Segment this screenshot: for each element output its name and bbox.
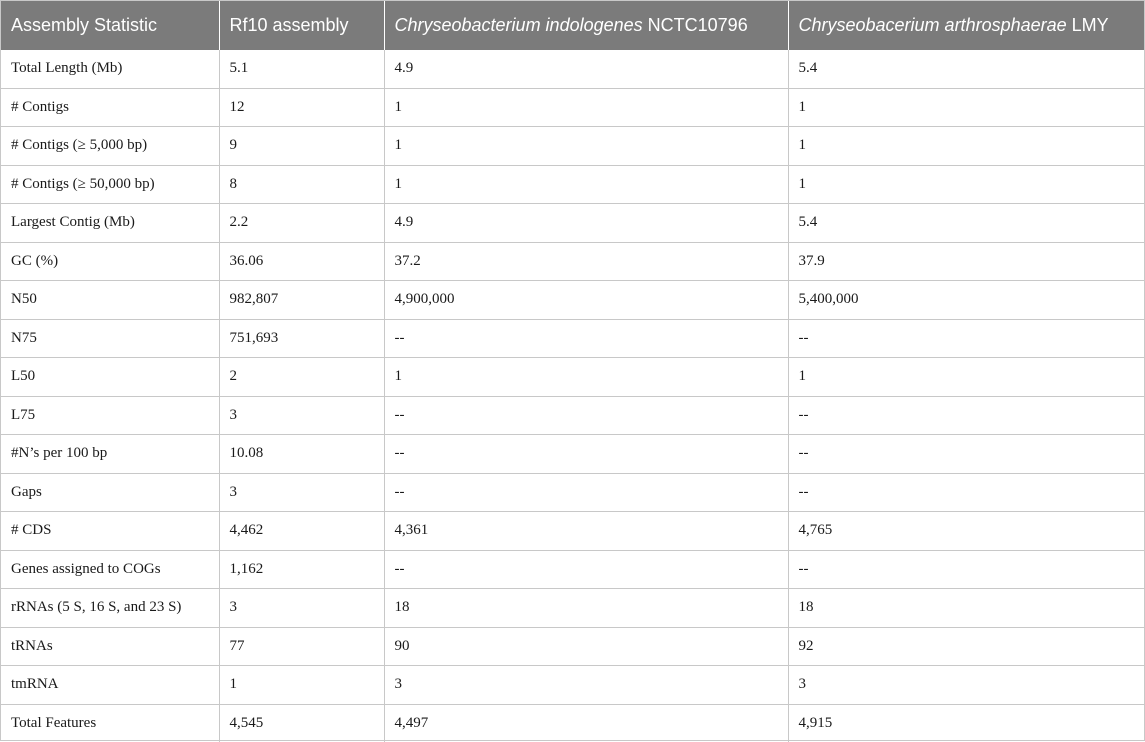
statistic-cell: Gaps — [1, 473, 219, 512]
header-assembly-statistic: Assembly Statistic — [1, 1, 219, 50]
header-rf10-assembly: Rf10 assembly — [219, 1, 384, 50]
table-row — [1, 589, 1144, 628]
rf10-value-cell: 77 — [219, 627, 384, 666]
indologenes-value-cell: 90 — [384, 627, 788, 666]
table-row — [1, 165, 1144, 204]
indologenes-value-cell: 4.9 — [384, 204, 788, 243]
rf10-value-cell: 9 — [219, 127, 384, 166]
table-row — [1, 319, 1144, 358]
arthrosphaerae-value-cell: 5.4 — [788, 204, 1144, 243]
rf10-value-cell: 982,807 — [219, 281, 384, 320]
arthrosphaerae-value-cell: -- — [788, 435, 1144, 474]
header-strain-name: LMY — [1066, 15, 1109, 35]
indologenes-value-cell: 4,497 — [384, 704, 788, 742]
table-row — [1, 281, 1144, 320]
arthrosphaerae-value-cell: 1 — [788, 127, 1144, 166]
table-row — [1, 666, 1144, 705]
header-strain-name: NCTC10796 — [642, 15, 748, 35]
statistic-cell: GC (%) — [1, 242, 219, 281]
arthrosphaerae-value-cell: 5.4 — [788, 50, 1144, 88]
arthrosphaerae-value-cell: 1 — [788, 165, 1144, 204]
statistic-cell: L75 — [1, 396, 219, 435]
statistic-cell: # CDS — [1, 512, 219, 551]
indologenes-value-cell: -- — [384, 435, 788, 474]
rf10-value-cell: 36.06 — [219, 242, 384, 281]
table-body — [1, 50, 1144, 742]
statistic-cell: # Contigs — [1, 88, 219, 127]
indologenes-value-cell: 4.9 — [384, 50, 788, 88]
table-row — [1, 242, 1144, 281]
arthrosphaerae-value-cell: 4,915 — [798, 714, 833, 731]
rf10-value-cell: 5.1 — [219, 50, 384, 88]
rf10-value-cell: 3 — [219, 589, 384, 628]
arthrosphaerae-value-cell: 3 — [788, 666, 1144, 705]
statistic-cell: #N’s per 100 bp — [1, 435, 219, 474]
statistic-cell: Largest Contig (Mb) — [1, 204, 219, 243]
rf10-value-cell: 4,545 — [219, 704, 384, 742]
indologenes-value-cell: -- — [384, 319, 788, 358]
statistic-cell: N50 — [1, 281, 219, 320]
indologenes-value-cell: 18 — [384, 589, 788, 628]
arthrosphaerae-value-cell: -- — [788, 550, 1144, 589]
statistic-cell: tmRNA — [1, 666, 219, 705]
indologenes-value-cell: 3 — [384, 666, 788, 705]
arthrosphaerae-value-cell: 1 — [788, 358, 1144, 397]
table-row — [1, 358, 1144, 397]
arthrosphaerae-value-cell: 37.9 — [788, 242, 1144, 281]
table-row — [1, 473, 1144, 512]
arthrosphaerae-value-cell: 18 — [788, 589, 1144, 628]
header-chryseobacterium-indologenes — [384, 1, 788, 50]
table-row — [1, 627, 1144, 666]
table-row — [1, 127, 1144, 166]
header-species-name: Chryseobacerium arthrosphaerae — [798, 15, 1067, 35]
arthrosphaerae-value-cell: 1 — [788, 88, 1144, 127]
statistic-cell: rRNAs (5 S, 16 S, and 23 S) — [1, 589, 219, 628]
indologenes-value-cell: 1 — [384, 165, 788, 204]
rf10-value-cell: 3 — [219, 473, 384, 512]
table-row — [1, 396, 1144, 435]
table-row — [1, 88, 1144, 127]
rf10-value-cell: 10.08 — [219, 435, 384, 474]
indologenes-value-cell: 4,900,000 — [384, 281, 788, 320]
table-row — [1, 50, 1144, 88]
statistic-cell: L50 — [1, 358, 219, 397]
indologenes-value-cell: 37.2 — [384, 242, 788, 281]
arthrosphaerae-value-cell: -- — [788, 396, 1144, 435]
header-species-name: Chryseobacterium indologenes — [394, 15, 643, 35]
statistic-cell: Genes assigned to COGs — [1, 550, 219, 589]
arthrosphaerae-value-cell: -- — [788, 319, 1144, 358]
statistic-cell: # Contigs (≥ 5,000 bp) — [1, 127, 219, 166]
statistic-cell: Total Length (Mb) — [1, 50, 219, 88]
data-table — [1, 1, 1144, 742]
statistic-cell: # Contigs (≥ 50,000 bp) — [1, 165, 219, 204]
rf10-value-cell: 12 — [219, 88, 384, 127]
indologenes-value-cell: 1 — [384, 88, 788, 127]
rf10-value-cell: 2 — [219, 358, 384, 397]
table-row — [1, 512, 1144, 551]
rf10-value-cell: 3 — [219, 396, 384, 435]
arthrosphaerae-value-cell: 5,400,000 — [788, 281, 1144, 320]
rf10-value-cell: 751,693 — [219, 319, 384, 358]
indologenes-value-cell: -- — [384, 396, 788, 435]
statistic-cell: Total Features — [1, 704, 219, 742]
rf10-value-cell: 1 — [219, 666, 384, 705]
arthrosphaerae-value-cell: 92 — [788, 627, 1144, 666]
table-row — [1, 204, 1144, 243]
table-header — [1, 1, 1144, 50]
indologenes-value-cell: 4,361 — [384, 512, 788, 551]
rf10-value-cell: 1,162 — [219, 550, 384, 589]
statistic-cell: N75 — [1, 319, 219, 358]
arthrosphaerae-value-cell: -- — [788, 473, 1144, 512]
arthrosphaerae-value-cell: 4,765 — [788, 512, 1144, 551]
rf10-value-cell: 2.2 — [219, 204, 384, 243]
table-row — [1, 704, 1144, 742]
statistic-cell: tRNAs — [1, 627, 219, 666]
rf10-value-cell: 8 — [219, 165, 384, 204]
indologenes-value-cell: 1 — [384, 127, 788, 166]
table-row — [1, 435, 1144, 474]
header-row — [1, 1, 1144, 50]
indologenes-value-cell: -- — [384, 473, 788, 512]
header-chryseobacerium-arthrosphaerae — [788, 1, 1144, 50]
table-row — [1, 550, 1144, 589]
indologenes-value-cell: -- — [384, 550, 788, 589]
indologenes-value-cell: 1 — [384, 358, 788, 397]
rf10-value-cell: 4,462 — [219, 512, 384, 551]
